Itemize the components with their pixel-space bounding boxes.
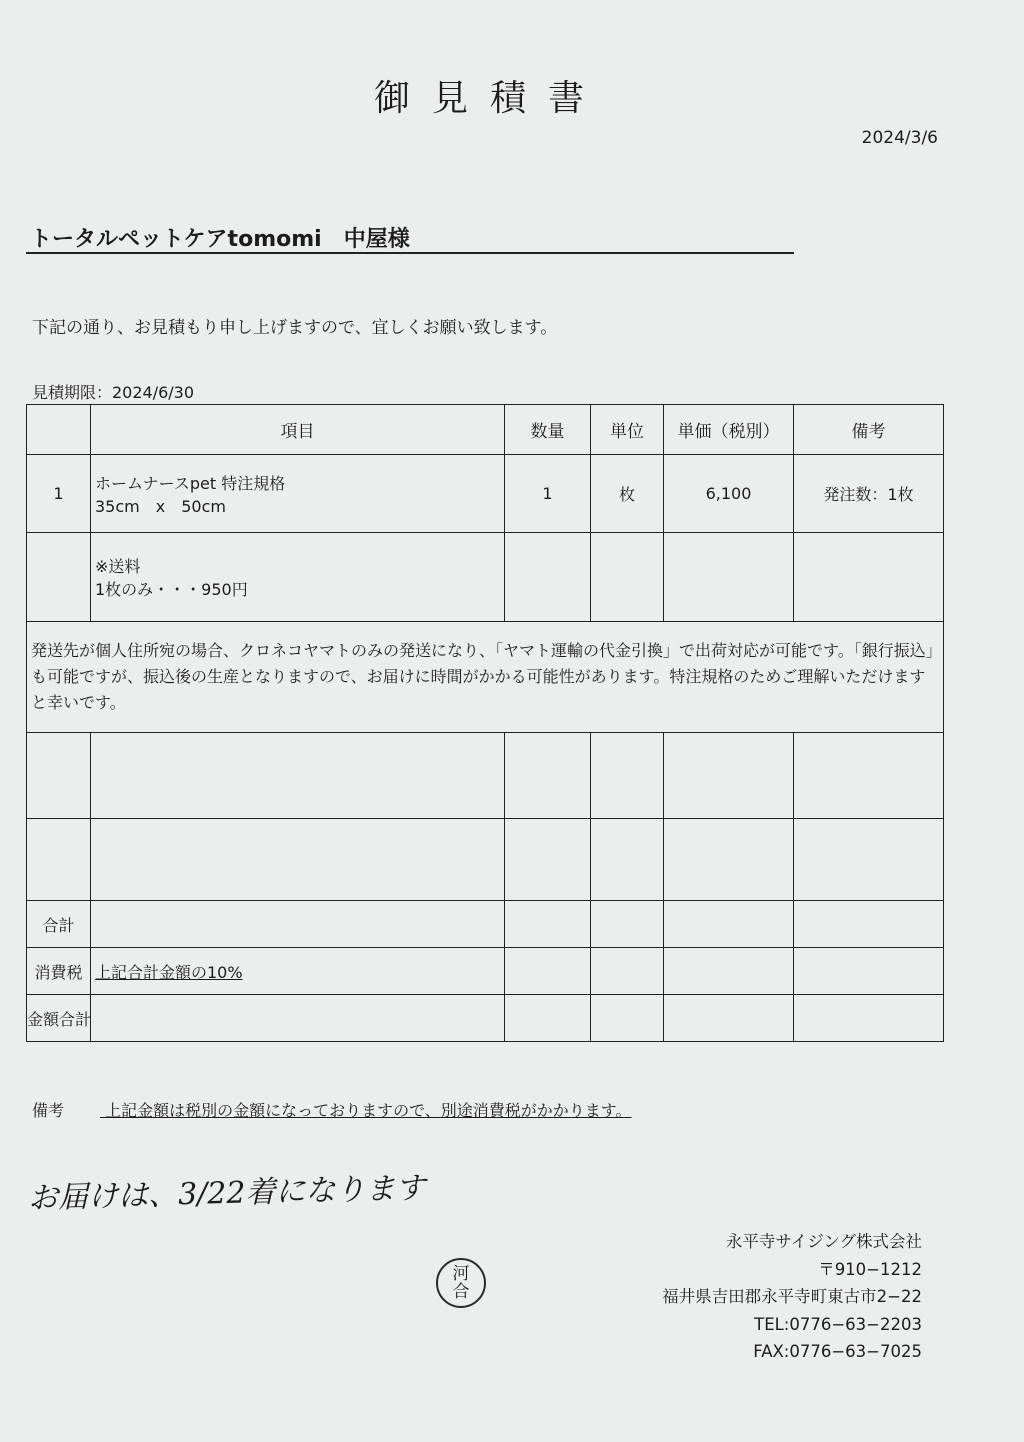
header-no (27, 405, 91, 455)
header-remarks: 備考 (794, 405, 944, 455)
unit-cell: 枚 (591, 455, 664, 533)
intro-text: 下記の通り、お見積もり申し上げますので、宜しくお願い致します。 (32, 318, 558, 338)
table-row (27, 455, 944, 533)
remark-label: 備考 (32, 1101, 65, 1120)
validity-period: 見積期限：2024/6/30 (32, 383, 195, 402)
company-postal: 〒910−1212 (818, 1259, 922, 1279)
issue-date: 2024/3/6 (861, 128, 938, 148)
shipping-note: 発送先が個人住所宛の場合、クロネコヤマトのみの発送になり、「ヤマト運輸の代金引換」で出荷対応が可能です。「銀行振込」も可能ですが、振込後の生産となりますので、お届けに時間がかかる可能性があります。特注規格のためご理解いただけますと幸いです。 (27, 622, 944, 733)
shipping-fee: 1枚のみ・・・950円 (95, 580, 248, 599)
price-cell: 6,100 (664, 455, 794, 533)
stamp-char-top: 河 (452, 1264, 470, 1284)
subtotal-row (27, 901, 944, 948)
company-info (662, 1228, 922, 1366)
remark-text: 上記金額は税別の金額になっておりますので、別途消費税がかかります。 (105, 1101, 632, 1120)
shipping-label: ※送料 (95, 557, 141, 576)
table-row (27, 533, 944, 622)
header-item: 項目 (91, 405, 505, 455)
footer-remark (32, 1098, 632, 1121)
company-address: 福井県吉田郡永平寺町東古市2−22 (662, 1287, 922, 1306)
item-name: ホームナースpet 特注規格 (95, 473, 286, 493)
total-row (27, 995, 944, 1042)
header-qty: 数量 (505, 405, 591, 455)
item-cell (91, 455, 505, 533)
addressee: トータルペットケアtomomi 中屋様 (30, 227, 410, 252)
document-title: 御見積書 (373, 78, 606, 119)
addressee-underline (26, 252, 794, 254)
total-label: 金額合計 (27, 995, 91, 1042)
company-tel: TEL:0776−63−2203 (754, 1314, 922, 1334)
table-row (27, 819, 944, 901)
table-row (27, 733, 944, 819)
subtotal-label: 合計 (27, 901, 91, 948)
shipping-cell (91, 533, 505, 622)
tax-note: 上記合計金額の10% (91, 948, 505, 995)
table-header-row (27, 405, 944, 455)
table-note-row (27, 622, 944, 733)
header-unit: 単位 (591, 405, 664, 455)
stamp-char-bottom: 合 (452, 1282, 470, 1302)
tax-row (27, 948, 944, 995)
qty-cell: 1 (505, 455, 591, 533)
header-price: 単価（税別） (664, 405, 794, 455)
quote-table (26, 404, 944, 1042)
item-size: 35cm x 50cm (95, 496, 226, 516)
remarks-cell: 発注数：1枚 (794, 455, 944, 533)
company-name: 永平寺サイジング株式会社 (725, 1232, 922, 1251)
handwritten-note: お届けは、3/22着になります (27, 1170, 426, 1217)
row-number: 1 (27, 455, 91, 533)
seal-stamp (436, 1258, 486, 1308)
tax-label: 消費税 (27, 948, 91, 995)
company-fax: FAX:0776−63−7025 (753, 1342, 922, 1361)
